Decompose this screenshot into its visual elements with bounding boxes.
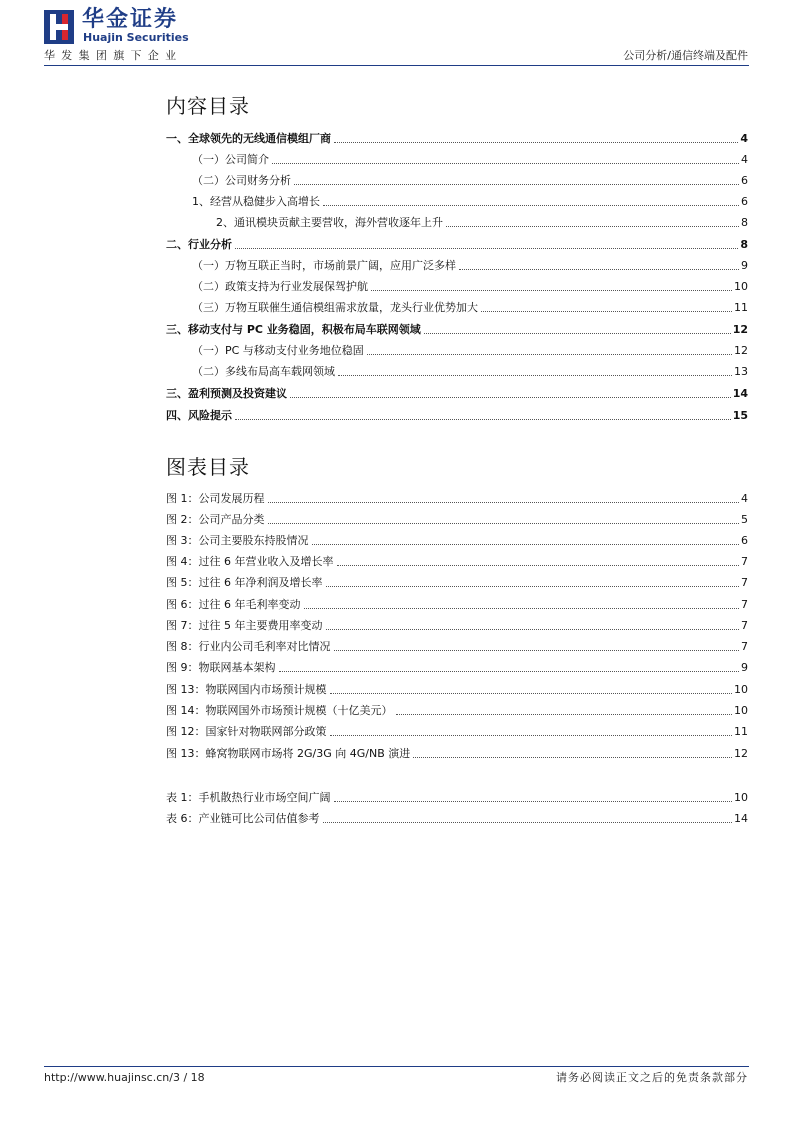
figure-entry-label: 图 7：过往 5 年主要费用率变动 [166, 619, 323, 632]
figure-entry-page: 7 [741, 598, 748, 611]
toc-entry-label: 一、全球领先的无线通信模组厂商 [166, 132, 331, 145]
toc-entry[interactable] [166, 321, 748, 337]
toc-entry-page: 13 [734, 365, 748, 378]
figure-entry-page: 10 [734, 704, 748, 717]
figure-entry[interactable] [166, 511, 748, 527]
figures-title: 图表目录 [166, 455, 250, 479]
dot-leader [367, 354, 732, 355]
toc-entry[interactable] [166, 407, 748, 423]
figure-entry[interactable] [166, 617, 748, 633]
dot-leader [413, 757, 732, 758]
table-entry[interactable] [166, 810, 748, 826]
footer-divider [44, 1066, 749, 1067]
table-entry-label: 表 1：手机散热行业市场空间广阔 [166, 791, 331, 804]
toc-entry[interactable] [166, 236, 748, 252]
dot-leader [334, 142, 738, 143]
toc-entry-label: 2、通讯模块贡献主要营收，海外营收逐年上升 [216, 216, 443, 229]
toc-entry[interactable] [166, 151, 748, 167]
table-entry[interactable] [166, 789, 748, 805]
dot-leader [235, 248, 738, 249]
dot-leader [334, 650, 740, 651]
dot-leader [279, 671, 740, 672]
toc-entry[interactable] [166, 172, 748, 188]
figure-entry-label: 图 6：过往 6 年毛利率变动 [166, 598, 301, 611]
figure-entry-label: 图 1：公司发展历程 [166, 492, 265, 505]
figure-entry[interactable] [166, 490, 748, 506]
toc-entry-label: （三）万物互联催生通信模组需求放量，龙头行业优势加大 [192, 301, 478, 314]
figure-entry-page: 9 [741, 661, 748, 674]
dot-leader [334, 801, 733, 802]
toc-entry-page: 8 [741, 216, 748, 229]
figure-entry-label: 图 13：物联网国内市场预计规模 [166, 683, 327, 696]
figure-entry[interactable] [166, 702, 748, 718]
toc-entry-page: 9 [741, 259, 748, 272]
dot-leader [294, 184, 739, 185]
toc-entry-label: 二、行业分析 [166, 238, 232, 251]
dot-leader [272, 163, 739, 164]
toc-entry-page: 11 [734, 301, 748, 314]
figure-entry-label: 图 14：物联网国外市场预计规模（十亿美元） [166, 704, 393, 717]
toc-entry[interactable] [166, 130, 748, 146]
toc-entry-page: 6 [741, 174, 748, 187]
dot-leader [290, 397, 731, 398]
figure-entry-page: 6 [741, 534, 748, 547]
dot-leader [326, 586, 740, 587]
toc-entry-label: 三、移动支付与 PC 业务稳固，积极布局车联网领域 [166, 323, 421, 336]
dot-leader [268, 502, 740, 503]
figure-entry-label: 图 5：过往 6 年净利润及增长率 [166, 576, 323, 589]
dot-leader [330, 735, 733, 736]
toc-entry-label: （二）公司财务分析 [192, 174, 291, 187]
figure-entry-label: 图 2：公司产品分类 [166, 513, 265, 526]
dot-leader [312, 544, 740, 545]
toc-entry-page: 12 [734, 344, 748, 357]
figure-entry[interactable] [166, 681, 748, 697]
dot-leader [396, 714, 733, 715]
brand-slogan: 华发集团旗下企业 [44, 49, 183, 62]
toc-entry[interactable] [166, 342, 748, 358]
dot-leader [323, 822, 733, 823]
toc-entry[interactable] [166, 214, 748, 230]
dot-leader [338, 375, 732, 376]
toc-entry[interactable] [166, 363, 748, 379]
table-entry-label: 表 6：产业链可比公司估值参考 [166, 812, 320, 825]
toc-entry[interactable] [166, 193, 748, 209]
toc-entry-page: 8 [740, 238, 748, 251]
brand-name-en: Huajin Securities [83, 31, 189, 44]
table-entry-page: 14 [734, 812, 748, 825]
toc-entry[interactable] [166, 278, 748, 294]
figure-entry-label: 图 3：公司主要股东持股情况 [166, 534, 309, 547]
header-divider [44, 65, 749, 66]
toc-entry-page: 14 [732, 387, 748, 400]
dot-leader [323, 205, 739, 206]
toc-entry-page: 4 [741, 153, 748, 166]
figure-entry-page: 10 [734, 683, 748, 696]
toc-entry-label: 四、风险提示 [166, 409, 232, 422]
footer-disclaimer: 请务必阅读正文之后的免责条款部分 [556, 1071, 748, 1084]
figure-entry-label: 图 13：蜂窝物联网市场将 2G/3G 向 4G/NB 演进 [166, 747, 411, 760]
huajin-logo-icon [44, 10, 74, 44]
toc-entry-label: （一）公司简介 [192, 153, 269, 166]
figure-entry-page: 7 [741, 619, 748, 632]
dot-leader [330, 693, 733, 694]
toc-entry-page: 6 [741, 195, 748, 208]
figure-entry-label: 图 8：行业内公司毛利率对比情况 [166, 640, 331, 653]
brand-name-cn: 华金证券 [82, 7, 179, 32]
table-entry-page: 10 [734, 791, 748, 804]
figure-entry-page: 5 [741, 513, 748, 526]
figure-entry-page: 7 [741, 640, 748, 653]
figure-entry[interactable] [166, 723, 748, 739]
report-category: 公司分析/通信终端及配件 [623, 49, 748, 62]
dot-leader [235, 419, 731, 420]
figure-entry[interactable] [166, 745, 748, 761]
figure-entry[interactable] [166, 532, 748, 548]
toc-entry[interactable] [166, 257, 748, 273]
figure-entry[interactable] [166, 574, 748, 590]
dot-leader [268, 523, 740, 524]
toc-entry-label: 1、经营从稳健步入高增长 [192, 195, 320, 208]
dot-leader [337, 565, 740, 566]
figure-entry-label: 图 9：物联网基本架构 [166, 661, 276, 674]
dot-leader [481, 311, 732, 312]
toc-entry-page: 12 [732, 323, 748, 336]
toc-entry[interactable] [166, 299, 748, 315]
figure-entry-page: 4 [741, 492, 748, 505]
toc-entry-label: （二）政策支持为行业发展保驾护航 [192, 280, 368, 293]
dot-leader [326, 629, 740, 630]
figure-entry-page: 11 [734, 725, 748, 738]
dot-leader [304, 608, 740, 609]
figure-entry-label: 图 12：国家针对物联网部分政策 [166, 725, 327, 738]
figure-entry[interactable] [166, 638, 748, 654]
footer-url[interactable]: http://www.huajinsc.cn/3 / 18 [44, 1071, 205, 1084]
figure-entry[interactable] [166, 659, 748, 675]
toc-entry-page: 15 [732, 409, 748, 422]
toc-entry-label: （一）万物互联正当时，市场前景广阔，应用广泛多样 [192, 259, 456, 272]
dot-leader [459, 269, 739, 270]
contents-title: 内容目录 [166, 94, 250, 118]
figure-entry-page: 7 [741, 555, 748, 568]
toc-entry-page: 4 [740, 132, 748, 145]
figure-entry-label: 图 4：过往 6 年营业收入及增长率 [166, 555, 334, 568]
toc-entry[interactable] [166, 385, 748, 401]
toc-entry-label: 三、盈利预测及投资建议 [166, 387, 287, 400]
toc-entry-page: 10 [734, 280, 748, 293]
figure-entry-page: 12 [734, 747, 748, 760]
dot-leader [371, 290, 732, 291]
dot-leader [424, 333, 731, 334]
toc-entry-label: （一）PC 与移动支付业务地位稳固 [192, 344, 364, 357]
figure-entry[interactable] [166, 596, 748, 612]
figure-entry[interactable] [166, 553, 748, 569]
dot-leader [446, 226, 739, 227]
figure-entry-page: 7 [741, 576, 748, 589]
toc-entry-label: （二）多线布局高车载网领域 [192, 365, 335, 378]
